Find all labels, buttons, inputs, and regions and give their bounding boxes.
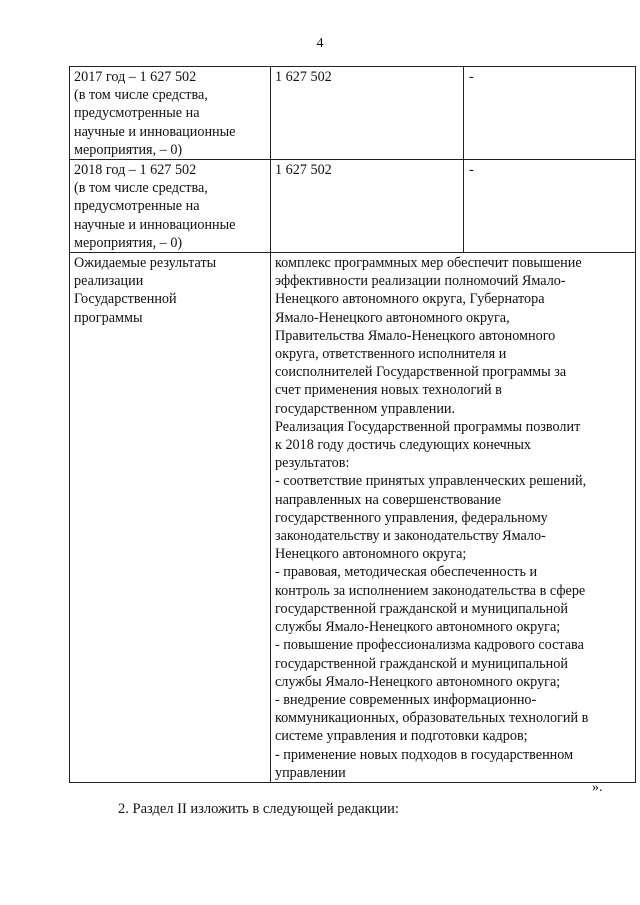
funding-year-cell [70, 67, 271, 160]
funding-year-line: предусмотренные на [74, 198, 200, 215]
results-text-line: Правительства Ямало-Ненецкого автономного [275, 327, 556, 344]
results-text-line: направленных на совершенствование [275, 491, 502, 508]
results-text-line: Ненецкого автономного округа, Губернатора [275, 291, 545, 308]
results-text-line: комплекс программных мер обеспечит повышение [275, 255, 582, 272]
funding-amount-cell: 1 627 502 [271, 67, 464, 160]
page-number: 4 [316, 36, 324, 51]
funding-extra-cell [464, 67, 636, 160]
results-text-line: Реализация Государственной программы позволит [275, 418, 581, 435]
results-text-line: счет применения новых технологий в [275, 382, 502, 399]
results-text-line: Ненецкого автономного округа; [275, 546, 467, 563]
results-text-line: управлении [275, 764, 346, 781]
program-table-body [70, 67, 636, 783]
funding-year-line: научные и инновационные [74, 123, 236, 140]
results-text-line: службы Ямало-Ненецкого автономного округа; [275, 619, 561, 636]
program-table [69, 66, 636, 783]
section-instruction: 2. Раздел II изложить в следующей редакции: [118, 801, 399, 817]
results-text-line: системе управления и подготовки кадров; [275, 728, 528, 745]
funding-year-line: мероприятия, – 0) [74, 234, 183, 251]
funding-row [70, 67, 636, 160]
results-text-line: - внедрение современных информационно- [275, 691, 537, 708]
funding-year-line: (в том числе средства, [74, 87, 208, 104]
results-label-line: программы [74, 309, 143, 326]
funding-year-cell [70, 160, 271, 253]
results-text-line: округа, ответственного исполнителя и [275, 346, 507, 363]
funding-year-line: мероприятия, – 0) [74, 141, 183, 158]
results-text-line: государственной гражданской и муниципальной [275, 600, 568, 617]
results-label-line: Ожидаемые результаты [74, 255, 217, 272]
results-label-line: реализации [74, 273, 144, 290]
closing-quote: ». [592, 780, 603, 795]
results-text-line: - применение новых подходов в государственном [275, 746, 574, 763]
results-label-cell [70, 253, 271, 783]
funding-year-line: (в том числе средства, [74, 180, 208, 197]
funding-extra-value: - [469, 69, 474, 85]
results-row [70, 253, 636, 783]
funding-extra-value: - [469, 162, 474, 179]
funding-year-line: 2018 год – 1 627 502 [74, 162, 197, 179]
funding-amount-cell: 1 627 502 [271, 160, 464, 253]
results-text-line: службы Ямало-Ненецкого автономного округа; [275, 673, 561, 690]
funding-year-line: 2017 год – 1 627 502 [74, 69, 197, 85]
funding-row [70, 160, 636, 253]
results-text-line: государственном управлении. [275, 400, 456, 417]
results-text-line: коммуникационных, образовательных технологий в [275, 710, 589, 727]
results-text-line: - правовая, методическая обеспеченность и [275, 564, 538, 581]
results-text-line: - соответствие принятых управленческих решений, [275, 473, 587, 490]
results-text-line: государственной гражданской и муниципальной [275, 655, 568, 672]
funding-year-line: предусмотренные на [74, 105, 200, 122]
results-text-line: - повышение профессионализма кадрового состава [275, 637, 584, 654]
results-text-line: эффективности реализации полномочий Ямало- [275, 273, 566, 290]
results-text-line: государственного управления, федеральному [275, 509, 548, 526]
funding-year-line: научные и инновационные [74, 216, 236, 233]
results-text-line: законодательству и законодательству Ямало- [275, 528, 546, 545]
results-text-cell [271, 253, 636, 783]
results-text-line: Ямало-Ненецкого автономного округа, [275, 309, 510, 326]
results-label-line: Государственной [74, 291, 177, 308]
funding-extra-cell [464, 160, 636, 253]
results-text-line: соисполнителей Государственной программы за [275, 364, 567, 381]
results-text-line: к 2018 году достичь следующих конечных [275, 437, 531, 454]
results-text-line: контроль за исполнением законодательства в сфере [275, 582, 586, 599]
results-text-line: результатов: [275, 455, 350, 472]
